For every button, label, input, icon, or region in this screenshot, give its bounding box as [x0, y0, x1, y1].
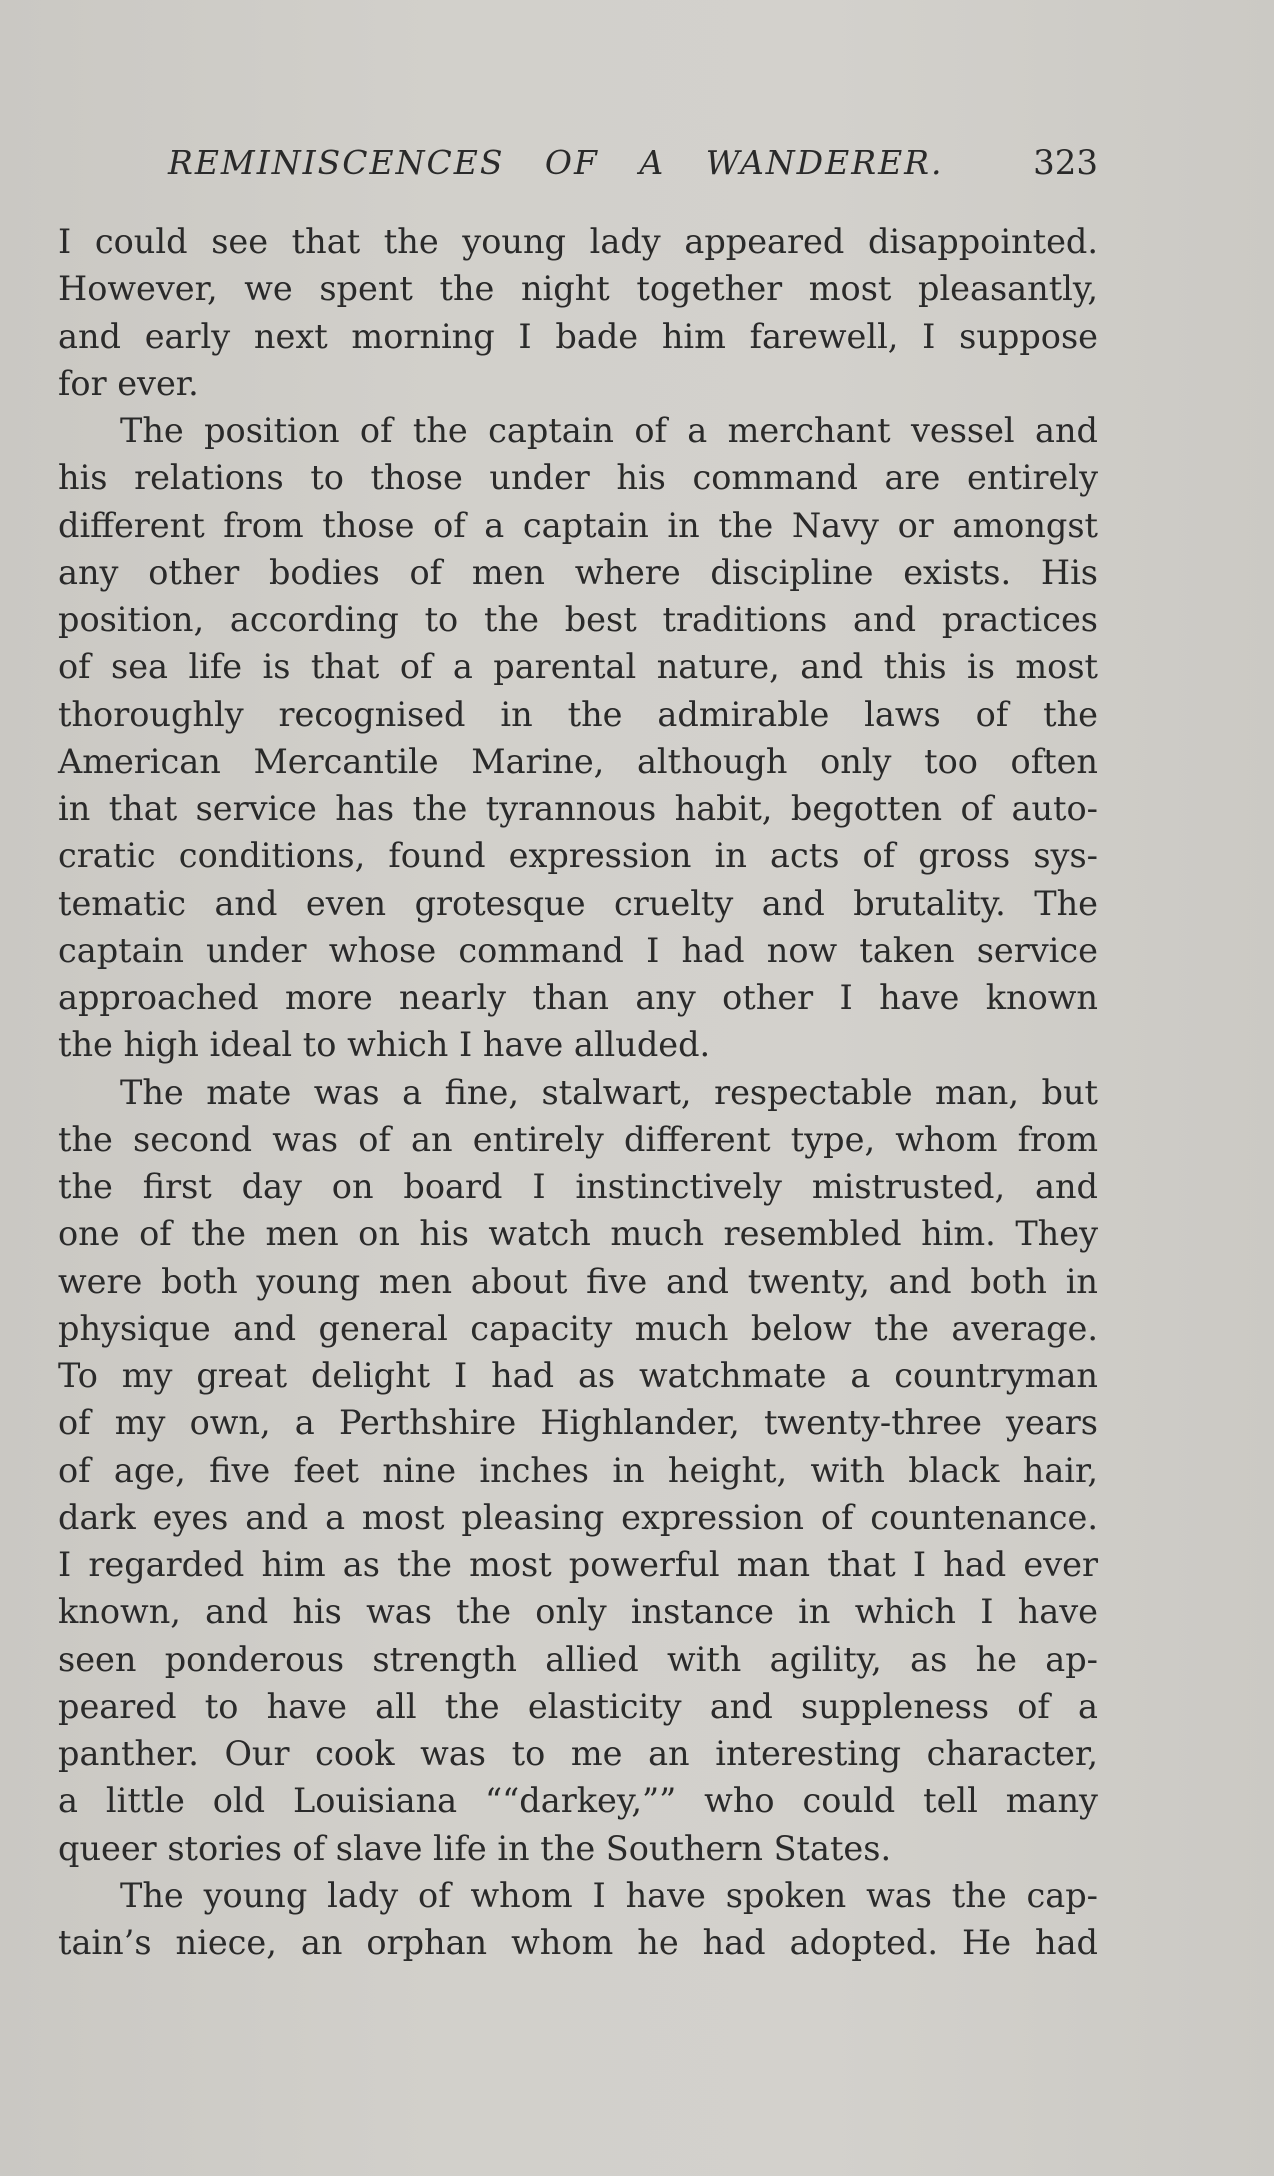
text-line: the first day on board I instinctively mistrusted, and	[58, 1167, 1098, 1206]
text-line: approached more nearly than any other I have known	[58, 978, 1098, 1017]
text-line: the second was of an entirely different type, whom from	[58, 1119, 1098, 1159]
text-line: physique and general capacity much below the average.	[58, 1308, 1098, 1348]
text-line: his relations to those under his command are entirely	[58, 458, 1098, 498]
text-line: cratic conditions, found expression in acts of gross sys-	[58, 836, 1098, 876]
text-line: captain under whose command I had now taken service	[58, 930, 1098, 970]
text-line: a little old Louisiana ““darkey,”” who could tell many	[58, 1781, 1098, 1821]
text-line: of age, five feet nine inches in height, with black hair,	[58, 1450, 1098, 1490]
text-line: thoroughly recognised in the admirable laws of the	[58, 694, 1098, 734]
running-head	[58, 138, 1098, 188]
text-line: American Mercantile Marine, although only too often	[58, 741, 1098, 781]
text-line: the high ideal to which I have alluded.	[58, 1025, 711, 1065]
text-line: The mate was a fine, stalwart, respectable man, but	[120, 1072, 1098, 1112]
text-line: queer stories of slave life in the Southern States.	[58, 1828, 892, 1868]
text-line: any other bodies of men where discipline exists. His	[58, 552, 1098, 592]
text-line: peared to have all the elasticity and suppleness of a	[58, 1686, 1098, 1726]
text-line: tematic and even grotesque cruelty and brutality. The	[58, 883, 1098, 923]
text-line: seen ponderous strength allied with agility, as he ap-	[58, 1639, 1098, 1679]
text-line: one of the men on his watch much resembled him. They	[58, 1214, 1098, 1254]
running-title: REMINISCENCES OF A WANDERER.	[168, 143, 944, 182]
text-line: for ever.	[58, 363, 199, 403]
text-line: However, we spent the night together most pleasantly,	[58, 269, 1098, 309]
text-line: tain’s niece, an orphan whom he had adopted. He had	[58, 1923, 1098, 1962]
text-line: I could see that the young lady appeared disappointed.	[58, 222, 1098, 261]
text-line: of sea life is that of a parental nature, and this is most	[58, 647, 1098, 687]
text-line: of my own, a Perthshire Highlander, twenty-three years	[58, 1403, 1098, 1443]
text-line: To my great delight I had as watchmate a countryman	[58, 1356, 1098, 1395]
text-line: known, and his was the only instance in which I have	[58, 1592, 1098, 1632]
text-line: and early next morning I bade him farewell, I suppose	[58, 316, 1098, 356]
text-line: The position of the captain of a merchant vessel and	[120, 411, 1098, 450]
text-line: different from those of a captain in the Navy or amongst	[58, 505, 1098, 545]
text-line: in that service has the tyrannous habit, begotten of auto-	[58, 789, 1098, 828]
text-line: position, according to the best traditions and practices	[58, 600, 1098, 639]
text-line: I regarded him as the most powerful man that I had ever	[58, 1545, 1098, 1584]
text-line: panther. Our cook was to me an interesting character,	[58, 1734, 1098, 1773]
text-line: The young lady of whom I have spoken was the cap-	[120, 1875, 1098, 1915]
page-number: 323	[1033, 143, 1098, 183]
body-text	[58, 218, 1098, 1966]
text-line: dark eyes and a most pleasing expression of countenance.	[58, 1497, 1098, 1537]
text-line: were both young men about five and twenty, and both in	[58, 1261, 1098, 1301]
